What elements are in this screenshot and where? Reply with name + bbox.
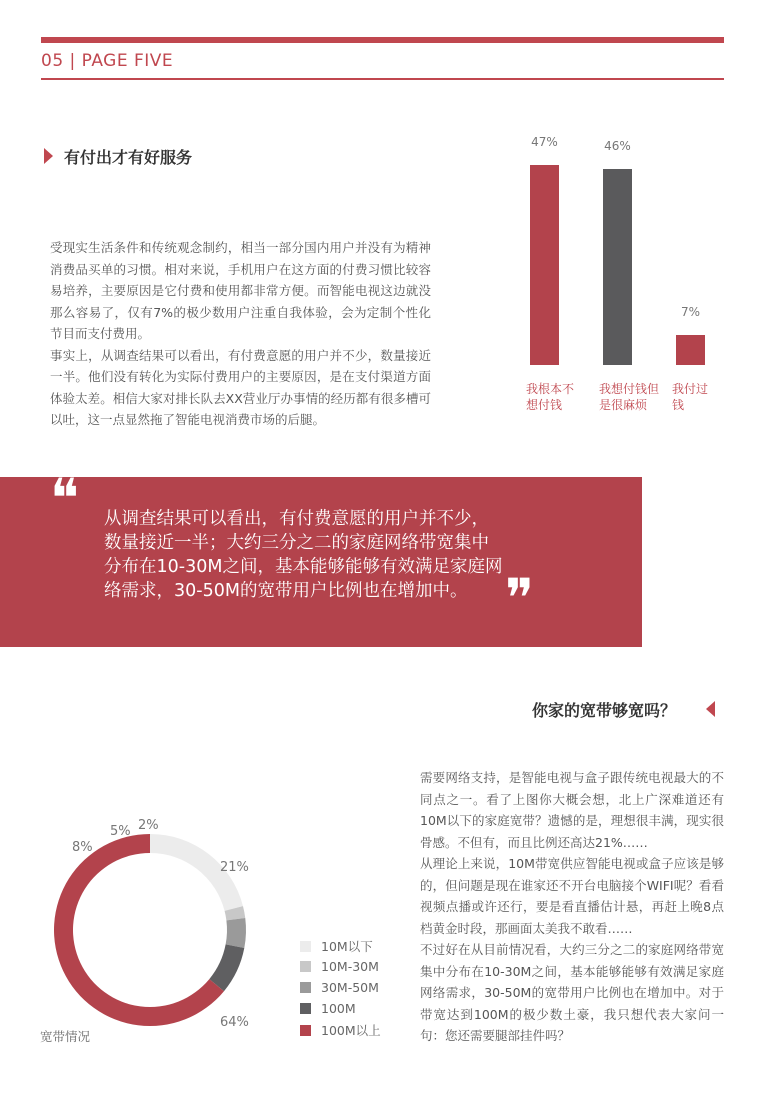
quote-close-icon: ❞ — [505, 567, 535, 630]
bandwidth-donut-chart — [30, 810, 270, 1050]
legend-label: 10M-30M — [321, 959, 379, 974]
section-title: 有付出才有好服务 — [64, 148, 193, 167]
donut-slice — [226, 918, 246, 948]
header-bottom-rule — [41, 78, 724, 80]
section-body — [420, 767, 724, 1047]
bar — [676, 335, 705, 365]
slice-value-label: 8% — [72, 840, 93, 855]
section-body — [50, 237, 431, 431]
bar-value-label: 46% — [604, 139, 631, 154]
paragraph: 不过好在从目前情况看，大约三分之二的家庭网络带宽集中分布在10-30M之间，基本能够能够有效满足家庭网络需求，30-50M的宽带用户比例也在增加中。对于带宽达到100M的极少数土豪，我只想代表大家问一句：您还需要腿部挂件吗？ — [420, 942, 724, 1043]
bar — [603, 169, 632, 365]
legend-item — [300, 979, 379, 999]
slice-value-label: 5% — [110, 824, 131, 839]
legend-swatch — [300, 982, 311, 993]
paragraph: 受现实生活条件和传统观念制约，相当一部分国内用户并没有为精神消费品买单的习惯。相对来说，手机用户在这方面的付费习惯比较容易培养，主要原因是它付费和使用都非常方便。而智能电视这边就没那么容易了，仅有7%的极少数用户注重自我体验，会为定制个性化节目而支付费用。 — [50, 240, 431, 341]
header-top-rule — [41, 37, 724, 43]
section-bullet-icon — [706, 701, 715, 717]
section-title: 你家的宽带够宽吗？ — [532, 701, 677, 720]
legend-swatch — [300, 961, 311, 972]
legend-swatch — [300, 1025, 311, 1036]
bar-value-label: 7% — [680, 305, 701, 320]
bar-category-label: 我想付钱但 是很麻烦 — [599, 382, 660, 412]
legend-label: 30M-50M — [321, 980, 379, 995]
quote-open-icon: ❝ — [50, 467, 80, 530]
bar — [530, 165, 559, 365]
legend-item — [300, 1000, 356, 1020]
legend-item — [300, 958, 379, 978]
legend-label: 10M以下 — [321, 939, 373, 954]
section-bullet-icon — [44, 148, 53, 164]
bar-category-label: 我根本不 想付钱 — [526, 382, 575, 412]
paragraph: 事实上，从调查结果可以看出，有付费意愿的用户并不少，数量接近一半。他们没有转化为实际付费用户的主要原因，是在支付渠道方面体验太差。相信大家对排长队去XX营业厅办事情的经历都有很多槽可以吐，这一点显然拖了智能电视消费市场的后腿。 — [50, 347, 431, 427]
page-label: 05 | PAGE FIVE — [41, 51, 174, 71]
paragraph: 需要网络支持，是智能电视与盒子跟传统电视最大的不同点之一。看了上图你大概会想，北上广深难道还有10M以下的家庭宽带？遗憾的是，理想很丰满，现实很骨感。不但有，而且比例还高达21%…… — [420, 770, 724, 850]
legend-item — [300, 937, 373, 957]
quote-text: 从调查结果可以看出，有付费意愿的用户并不少，数量接近一半；大约三分之二的家庭网络带宽集中分布在10-30M之间，基本能够能够有效满足家庭网络需求，30-50M的宽带用户比例也在增加中。 — [104, 509, 503, 601]
legend-item — [300, 1021, 381, 1041]
payment-willingness-bar-chart — [520, 135, 740, 430]
legend-swatch — [300, 1003, 311, 1014]
slice-value-label: 2% — [138, 818, 159, 833]
slice-value-label: 64% — [220, 1015, 249, 1030]
bar-category-label: 我付过 钱 — [672, 382, 709, 412]
bar-value-label: 47% — [531, 135, 558, 149]
legend-label: 100M — [321, 1001, 356, 1016]
donut-svg — [30, 810, 270, 1050]
slice-value-label: 21% — [220, 860, 249, 875]
paragraph: 从理论上来说，10M带宽供应智能电视或盒子应该是够的，但问题是现在谁家还不开台电脑接个WIFI呢？看看视频点播或许还行，要是看直播估计悬，再赶上晚8点档黄金时段，那画面太美我不敢看…… — [420, 856, 724, 936]
legend-swatch — [300, 941, 311, 952]
chart-title: 宽带情况 — [40, 1029, 91, 1044]
legend-label: 100M以上 — [321, 1023, 381, 1038]
